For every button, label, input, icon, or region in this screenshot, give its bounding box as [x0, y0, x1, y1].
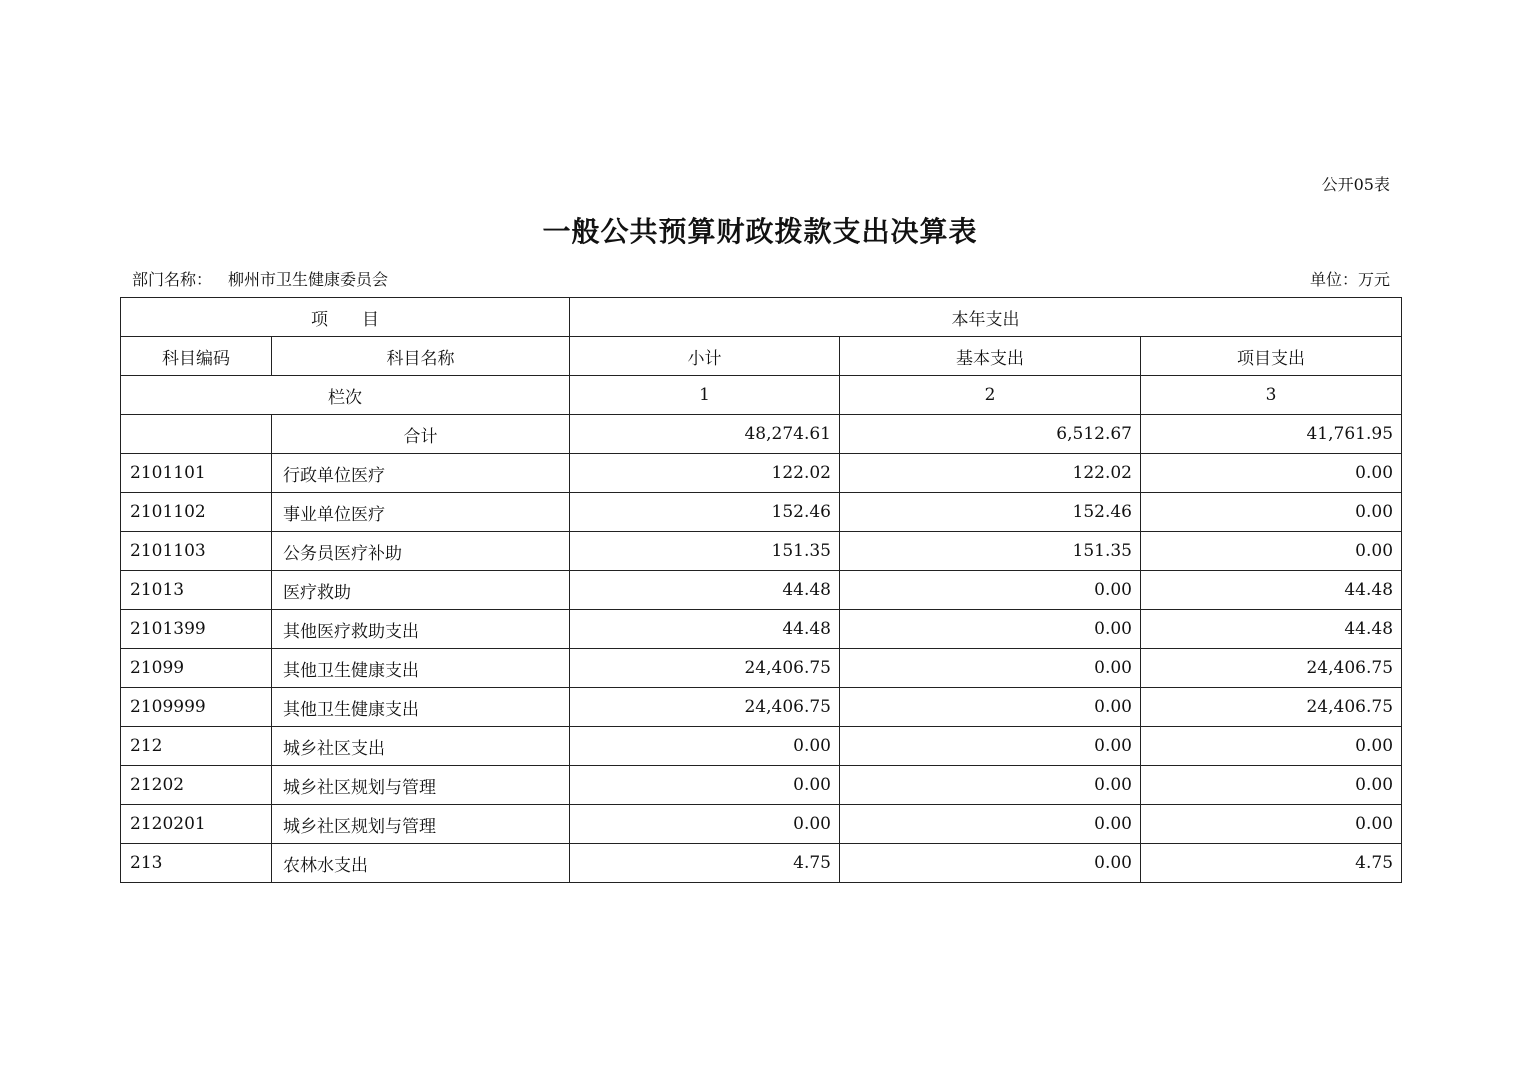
index-cell-1: 1 — [570, 376, 840, 415]
name-cell: 其他卫生健康支出 — [272, 688, 570, 727]
table-row — [121, 805, 1402, 844]
code-cell: 2120201 — [121, 805, 272, 844]
table-row — [121, 844, 1402, 883]
project-cell: 0.00 — [1141, 727, 1402, 766]
code-cell: 2101102 — [121, 493, 272, 532]
subtotal-cell: 24,406.75 — [570, 688, 840, 727]
basic-cell: 0.00 — [840, 844, 1141, 883]
project-cell: 4.75 — [1141, 844, 1402, 883]
basic-cell: 0.00 — [840, 649, 1141, 688]
project-cell: 0.00 — [1141, 532, 1402, 571]
column-header-row — [121, 337, 1402, 376]
name-cell: 医疗救助 — [272, 571, 570, 610]
table-row — [121, 766, 1402, 805]
index-label: 栏次 — [121, 376, 570, 415]
project-cell: 24,406.75 — [1141, 688, 1402, 727]
page-title: 一般公共预算财政拨款支出决算表 — [542, 215, 978, 248]
subtotal-cell: 0.00 — [570, 727, 840, 766]
project-cell: 0.00 — [1141, 454, 1402, 493]
basic-cell: 0.00 — [840, 805, 1141, 844]
project-cell: 24,406.75 — [1141, 649, 1402, 688]
total-row — [121, 415, 1402, 454]
basic-cell: 151.35 — [840, 532, 1141, 571]
subtotal-cell: 0.00 — [570, 805, 840, 844]
total-subtotal-cell: 48,274.61 — [570, 415, 840, 454]
code-cell: 2101101 — [121, 454, 272, 493]
name-cell: 城乡社区规划与管理 — [272, 805, 570, 844]
basic-cell: 152.46 — [840, 493, 1141, 532]
dept-value: 柳州市卫生健康委员会 — [228, 270, 389, 289]
group-header-row — [121, 298, 1402, 337]
subtotal-cell: 44.48 — [570, 571, 840, 610]
budget-table — [120, 297, 1402, 883]
code-cell: 213 — [121, 844, 272, 883]
subtotal-cell: 24,406.75 — [570, 649, 840, 688]
basic-cell: 122.02 — [840, 454, 1141, 493]
index-row — [121, 376, 1402, 415]
name-cell: 事业单位医疗 — [272, 493, 570, 532]
basic-cell: 0.00 — [840, 727, 1141, 766]
code-cell: 21202 — [121, 766, 272, 805]
dept-label: 部门名称： — [132, 270, 213, 289]
subtotal-cell: 0.00 — [570, 766, 840, 805]
code-cell: 2101399 — [121, 610, 272, 649]
basic-cell: 0.00 — [840, 571, 1141, 610]
basic-cell: 0.00 — [840, 766, 1141, 805]
name-cell: 农林水支出 — [272, 844, 570, 883]
basic-column-header: 基本支出 — [840, 337, 1141, 376]
name-cell: 行政单位医疗 — [272, 454, 570, 493]
name-cell: 其他卫生健康支出 — [272, 649, 570, 688]
total-project-cell: 41,761.95 — [1141, 415, 1402, 454]
unit-label: 单位：万元 — [1309, 270, 1390, 289]
code-cell: 21099 — [121, 649, 272, 688]
table-row — [121, 532, 1402, 571]
table-row — [121, 493, 1402, 532]
table-row — [121, 649, 1402, 688]
name-cell: 城乡社区规划与管理 — [272, 766, 570, 805]
project-cell: 0.00 — [1141, 805, 1402, 844]
current-year-group-header: 本年支出 — [570, 298, 1402, 337]
subtotal-cell: 151.35 — [570, 532, 840, 571]
project-cell: 44.48 — [1141, 610, 1402, 649]
code-cell: 2101103 — [121, 532, 272, 571]
code-cell: 21013 — [121, 571, 272, 610]
subtotal-column-header: 小计 — [570, 337, 840, 376]
basic-cell: 0.00 — [840, 688, 1141, 727]
subtotal-cell: 152.46 — [570, 493, 840, 532]
index-cell-2: 2 — [840, 376, 1141, 415]
table-row — [121, 688, 1402, 727]
name-cell: 城乡社区支出 — [272, 727, 570, 766]
name-cell: 其他医疗救助支出 — [272, 610, 570, 649]
total-name-cell: 合计 — [272, 415, 570, 454]
subtotal-cell: 4.75 — [570, 844, 840, 883]
code-cell: 212 — [121, 727, 272, 766]
total-basic-cell: 6,512.67 — [840, 415, 1141, 454]
basic-cell: 0.00 — [840, 610, 1141, 649]
index-cell-3: 3 — [1141, 376, 1402, 415]
project-cell: 0.00 — [1141, 766, 1402, 805]
table-row — [121, 610, 1402, 649]
table-row — [121, 727, 1402, 766]
project-cell: 44.48 — [1141, 571, 1402, 610]
subtotal-cell: 44.48 — [570, 610, 840, 649]
table-code: 公开05表 — [1321, 175, 1390, 194]
project-column-header: 项目支出 — [1141, 337, 1402, 376]
code-column-header: 科目编码 — [121, 337, 272, 376]
project-cell: 0.00 — [1141, 493, 1402, 532]
code-cell: 2109999 — [121, 688, 272, 727]
subtotal-cell: 122.02 — [570, 454, 840, 493]
table-row — [121, 571, 1402, 610]
name-cell: 公务员医疗补助 — [272, 532, 570, 571]
item-group-header: 项 目 — [121, 298, 570, 337]
name-column-header: 科目名称 — [272, 337, 570, 376]
dept-line — [132, 267, 388, 290]
table-row — [121, 454, 1402, 493]
total-code-cell — [121, 415, 272, 454]
